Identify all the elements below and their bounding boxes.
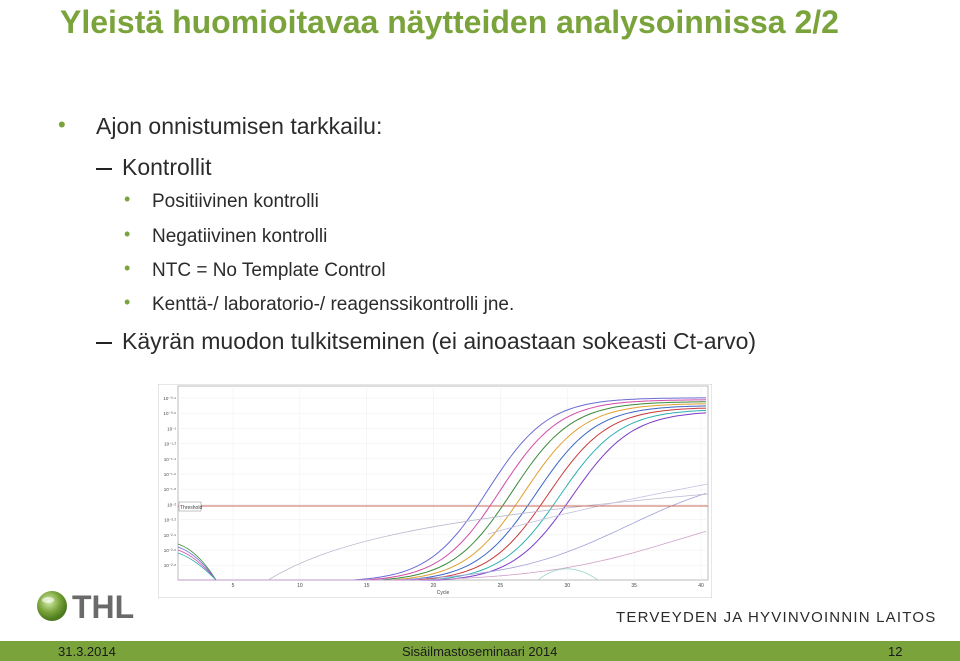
x-tick-label: 5 (231, 583, 235, 589)
sub-bullet-field: Kenttä-/ laboratorio-/ reagenssikontrolli jne. (152, 294, 515, 315)
x-axis-label: Cycle (436, 590, 450, 596)
y-tick-label: 10⁻¹·⁶ (163, 472, 176, 477)
slide-title: Yleistä huomioitavaa näytteiden analysoinnissa 2/2 (60, 4, 839, 40)
footer-bar (0, 641, 960, 661)
bullet-curve: Käyrän muodon tulkitseminen (ei ainoastaan sokeasti Ct-arvo) (122, 328, 757, 354)
threshold-label: Threshold (180, 505, 203, 511)
footer-date: 31.3.2014 (58, 644, 116, 659)
dash-marker (96, 342, 112, 344)
bullet-dot: • (124, 224, 131, 244)
x-tick-label: 20 (430, 583, 437, 589)
x-tick-label: 15 (363, 583, 370, 589)
amplification-chart (158, 384, 712, 598)
y-tick-label: 10⁻² (167, 502, 176, 508)
bullet-dot: • (124, 189, 131, 209)
bullet-dot: • (124, 292, 131, 312)
bullet-kontrollit: Kontrollit (122, 154, 212, 180)
y-tick-label: 10⁻¹·⁴ (163, 456, 176, 462)
bullet-dot: • (124, 258, 131, 278)
x-tick-label: 30 (564, 583, 571, 589)
dash-marker (96, 168, 112, 170)
y-tick-label: 10⁻⁰·⁴ (163, 396, 176, 401)
y-tick-label: 10⁻²·⁴ (163, 532, 176, 538)
x-tick-label: 35 (631, 583, 637, 589)
y-tick-label: 10⁻¹ (167, 426, 176, 432)
thl-logo (30, 586, 170, 626)
bullet-main: Ajon onnistumisen tarkkailu: (96, 113, 383, 139)
y-tick-label: 10⁻²·⁸ (163, 563, 176, 569)
sub-bullet-ntc: NTC = No Template Control (152, 260, 386, 281)
y-tick-label: 10⁻²·⁶ (163, 548, 176, 553)
sub-bullet-positive: Positiivinen kontrolli (152, 191, 319, 212)
x-tick-label: 25 (497, 583, 504, 589)
logo-text: THL (72, 589, 135, 625)
sub-bullet-negative: Negatiivinen kontrolli (152, 226, 328, 247)
footer-event: Sisäilmastoseminaari 2014 (402, 644, 558, 659)
x-tick-label: 10 (297, 583, 303, 589)
x-tick-label: 40 (698, 583, 704, 589)
bullet-dot: • (58, 112, 66, 137)
y-tick-label: 10⁻⁰·⁶ (163, 411, 176, 417)
logo-globe-icon (37, 591, 67, 621)
y-tick-label: 10⁻¹·⁸ (163, 487, 176, 493)
footer-page: 12 (888, 644, 903, 659)
y-tick-label: 10⁻²·² (164, 517, 176, 523)
organization-name: TERVEYDEN JA HYVINVOINNIN LAITOS (616, 609, 937, 626)
y-tick-label: 10⁻¹·² (164, 441, 176, 447)
